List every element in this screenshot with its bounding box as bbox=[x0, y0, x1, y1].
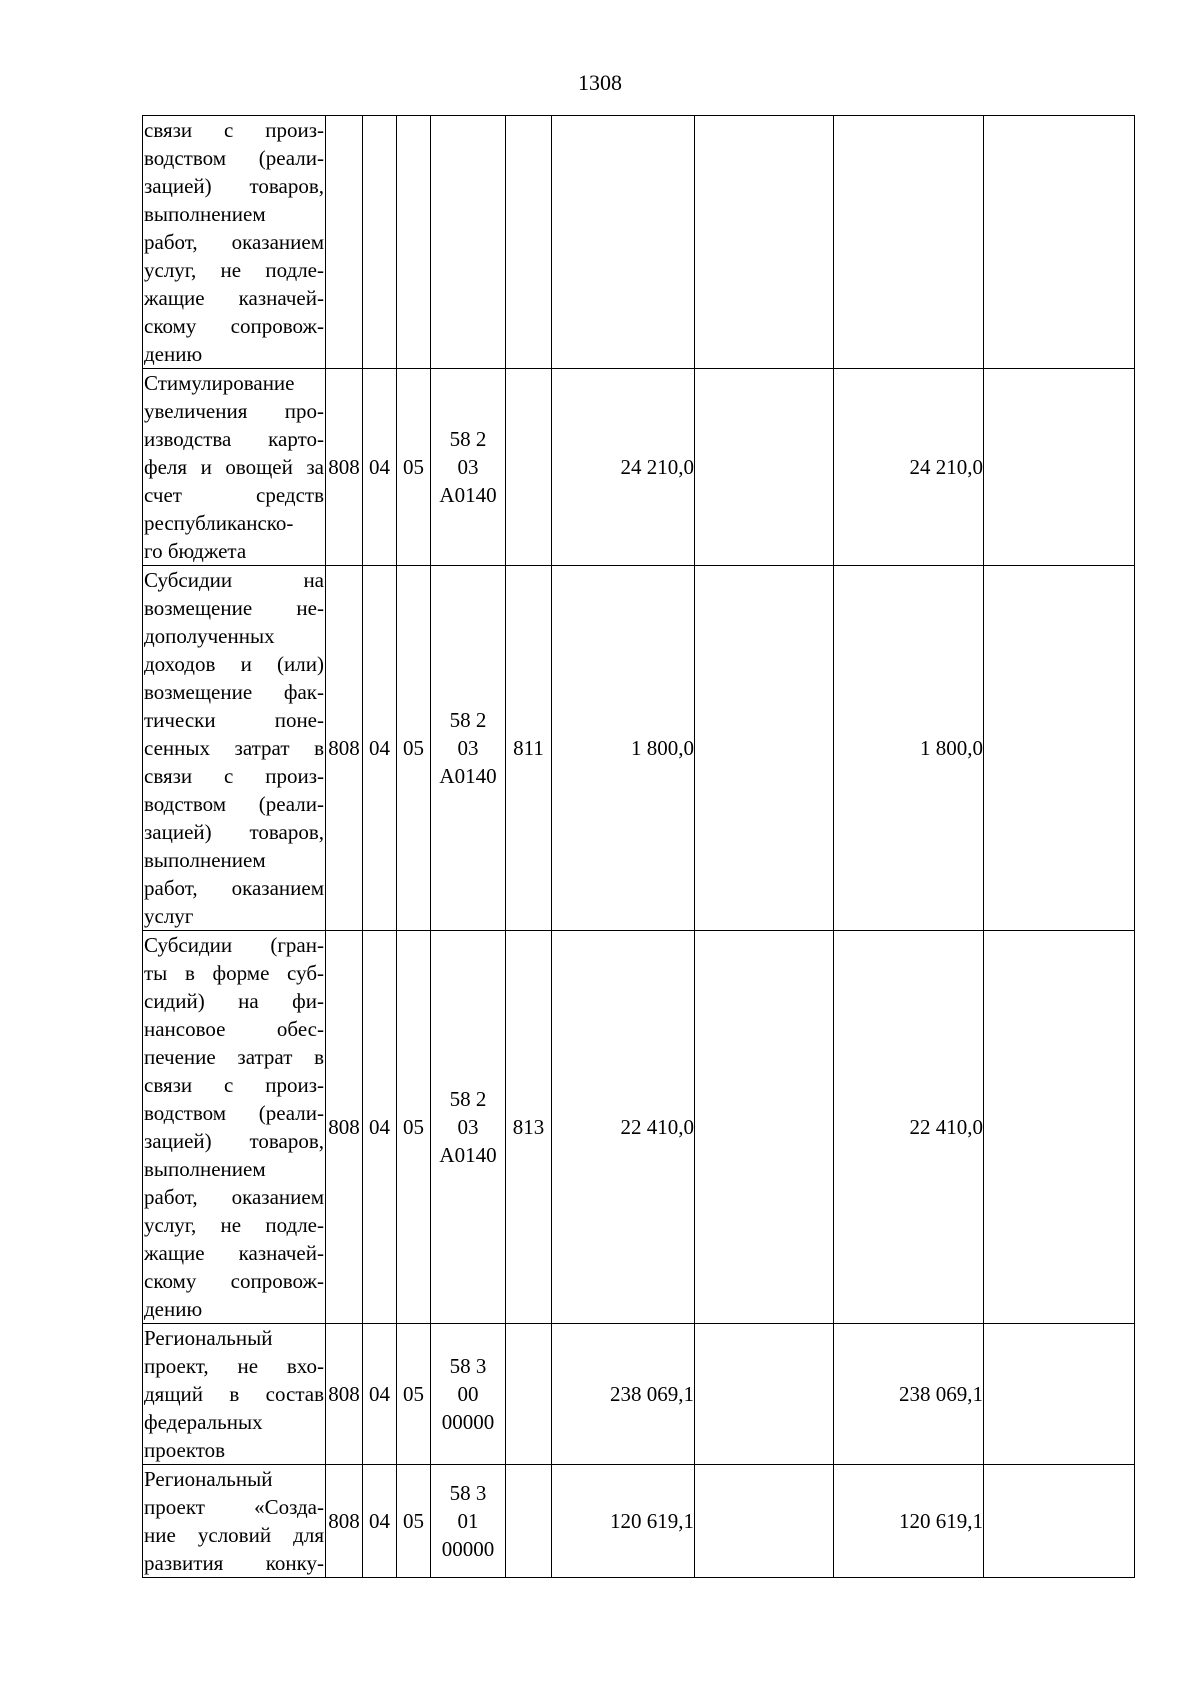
expense-type-code bbox=[506, 369, 552, 566]
total-amount: 238 069,1 bbox=[552, 1324, 695, 1465]
target-article-code: 58 2 03 А0140 bbox=[431, 931, 506, 1324]
amount-col-10 bbox=[984, 566, 1135, 931]
amount-col-8 bbox=[695, 116, 834, 369]
target-article-code bbox=[431, 116, 506, 369]
table-row bbox=[143, 369, 1135, 566]
total-amount: 24 210,0 bbox=[552, 369, 695, 566]
amount-col-8 bbox=[695, 566, 834, 931]
amount-col-8 bbox=[695, 1465, 834, 1578]
subsection-code: 05 bbox=[397, 931, 431, 1324]
table-row bbox=[143, 1465, 1135, 1578]
subsection-code: 05 bbox=[397, 1324, 431, 1465]
expense-type-code bbox=[506, 116, 552, 369]
row-description: Субсидии на возмещение не- дополученных доходов и (или) возмещение фак- тически поне- сенных затрат в связи с произ- водством (реали- зацией) товаров, выполнением работ, оказанием услуг bbox=[143, 566, 326, 931]
amount-col-9: 120 619,1 bbox=[834, 1465, 984, 1578]
total-amount: 120 619,1 bbox=[552, 1465, 695, 1578]
page-number: 1308 bbox=[578, 70, 622, 95]
row-description: связи с произ- водством (реали- зацией) товаров, выполнением работ, оказанием услуг, не подле- жащие казначей- скому сопровож- дению bbox=[143, 116, 326, 369]
amount-col-10 bbox=[984, 1324, 1135, 1465]
expense-type-code bbox=[506, 1324, 552, 1465]
amount-col-10 bbox=[984, 1465, 1135, 1578]
expense-type-code bbox=[506, 1465, 552, 1578]
row-description: Региональный проект, не вхо- дящий в состав федеральных проектов bbox=[143, 1324, 326, 1465]
total-amount bbox=[552, 116, 695, 369]
subsection-code bbox=[397, 116, 431, 369]
ministry-code: 808 bbox=[326, 931, 363, 1324]
table-row bbox=[143, 566, 1135, 931]
row-description: Субсидии (гран- ты в форме суб- сидий) на фи- нансовое обес- печение затрат в связи с произ- водством (реали- зацией) товаров, выполнением работ, оказанием услуг, не подле- жащие казначей- скому сопровож- дению bbox=[143, 931, 326, 1324]
section-code bbox=[363, 116, 397, 369]
amount-col-8 bbox=[695, 369, 834, 566]
target-article-code: 58 3 01 00000 bbox=[431, 1465, 506, 1578]
amount-col-10 bbox=[984, 931, 1135, 1324]
amount-col-10 bbox=[984, 116, 1135, 369]
row-description: Стимулирование увеличения про- изводства карто- феля и овощей за счет средств республиканско- го бюджета bbox=[143, 369, 326, 566]
target-article-code: 58 3 00 00000 bbox=[431, 1324, 506, 1465]
amount-col-9: 24 210,0 bbox=[834, 369, 984, 566]
ministry-code: 808 bbox=[326, 1324, 363, 1465]
ministry-code bbox=[326, 116, 363, 369]
section-code: 04 bbox=[363, 369, 397, 566]
amount-col-9: 1 800,0 bbox=[834, 566, 984, 931]
amount-col-9: 238 069,1 bbox=[834, 1324, 984, 1465]
subsection-code: 05 bbox=[397, 566, 431, 931]
amount-col-9 bbox=[834, 116, 984, 369]
budget-table bbox=[142, 115, 1135, 1578]
subsection-code: 05 bbox=[397, 1465, 431, 1578]
total-amount: 1 800,0 bbox=[552, 566, 695, 931]
amount-col-8 bbox=[695, 931, 834, 1324]
subsection-code: 05 bbox=[397, 369, 431, 566]
expense-type-code: 811 bbox=[506, 566, 552, 931]
amount-col-10 bbox=[984, 369, 1135, 566]
section-code: 04 bbox=[363, 931, 397, 1324]
target-article-code: 58 2 03 А0140 bbox=[431, 566, 506, 931]
target-article-code: 58 2 03 А0140 bbox=[431, 369, 506, 566]
ministry-code: 808 bbox=[326, 1465, 363, 1578]
expense-type-code: 813 bbox=[506, 931, 552, 1324]
amount-col-8 bbox=[695, 1324, 834, 1465]
section-code: 04 bbox=[363, 1465, 397, 1578]
table-row bbox=[143, 1324, 1135, 1465]
amount-col-9: 22 410,0 bbox=[834, 931, 984, 1324]
section-code: 04 bbox=[363, 1324, 397, 1465]
table-row bbox=[143, 116, 1135, 369]
ministry-code: 808 bbox=[326, 369, 363, 566]
section-code: 04 bbox=[363, 566, 397, 931]
total-amount: 22 410,0 bbox=[552, 931, 695, 1324]
row-description: Региональный проект «Созда- ние условий для развития конку- bbox=[143, 1465, 326, 1578]
table-row bbox=[143, 931, 1135, 1324]
table-body bbox=[143, 116, 1135, 1578]
ministry-code: 808 bbox=[326, 566, 363, 931]
